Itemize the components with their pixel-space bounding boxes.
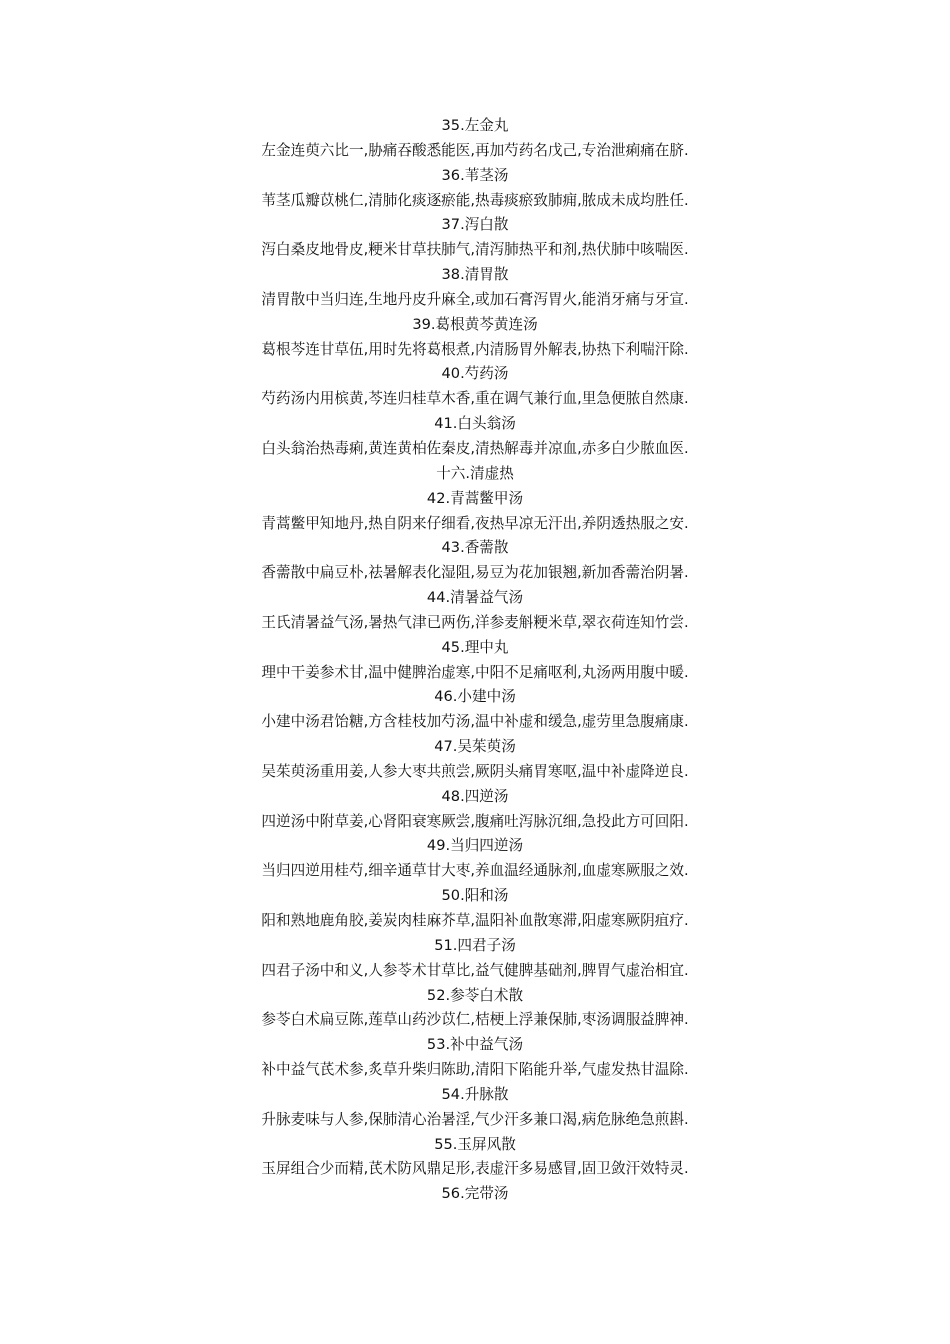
formula-title: 56.完带汤 (441, 1185, 509, 1203)
formula-verse: 王氏清暑益气汤,暑热气津已两伤,洋参麦斛粳米草,翠衣荷连知竹尝. (261, 613, 689, 631)
formula-verse: 清胃散中当归连,生地丹皮升麻全,或加石膏泻胃火,能消牙痛与牙宣. (261, 290, 689, 308)
formula-title: 39.葛根黄芩黄连汤 (412, 315, 538, 333)
document-page (0, 114, 950, 1207)
formula-verse: 白头翁治热毒痢,黄连黄柏佐秦皮,清热解毒并凉血,赤多白少脓血医. (261, 439, 689, 457)
formula-verse: 当归四逆用桂芍,细辛通草甘大枣,养血温经通脉剂,血虚寒厥服之效. (261, 862, 689, 880)
formula-title: 48.四逆汤 (441, 787, 509, 805)
formula-verse: 小建中汤君饴糖,方含桂枝加芍汤,温中补虚和缓急,虚劳里急腹痛康. (261, 713, 689, 731)
formula-title: 37.泻白散 (441, 216, 509, 234)
formula-title: 55.玉屏风散 (434, 1135, 516, 1153)
formula-verse: 参苓白术扁豆陈,莲草山药沙苡仁,桔梗上浮兼保肺,枣汤调服益脾神. (261, 1011, 689, 1029)
formula-verse: 阳和熟地鹿角胶,姜炭肉桂麻芥草,温阳补血散寒滞,阳虚寒厥阴疽疗. (261, 912, 689, 929)
formula-title: 47.吴茱萸汤 (434, 738, 516, 756)
formula-title: 51.四君子汤 (434, 936, 516, 954)
formula-verse: 葛根芩连甘草伍,用时先将葛根煮,内清肠胃外解表,协热下利喘汗除. (261, 340, 689, 358)
formula-verse: 泻白桑皮地骨皮,粳米甘草扶肺气,清泻肺热平和剂,热伏肺中咳喘医. (261, 241, 689, 259)
formula-title: 38.清胃散 (441, 266, 509, 284)
formula-title: 45.理中丸 (441, 638, 509, 656)
formula-title: 43.香薷散 (441, 539, 509, 557)
formula-verse: 芍药汤内用槟黄,芩连归桂草木香,重在调气兼行血,里急便脓自然康. (261, 390, 689, 408)
formula-verse: 四逆汤中附草姜,心肾阳衰寒厥尝,腹痛吐泻脉沉细,急投此方可回阳. (261, 812, 689, 830)
formula-verse: 补中益气芪术参,炙草升柴归陈助,清阳下陷能升举,气虚发热甘温除. (261, 1061, 689, 1079)
formula-title: 52.参苓白术散 (426, 986, 524, 1004)
formula-title: 54.升脉散 (441, 1085, 509, 1103)
formula-title: 十六.清虚热 (436, 464, 514, 482)
formula-verse: 玉屏组合少而精,芪术防风鼎足形,表虚汗多易感冒,固卫敛汗效特灵. (261, 1160, 689, 1178)
formula-verse: 四君子汤中和义,人参苓术甘草比,益气健脾基础剂,脾胃气虚治相宜. (261, 961, 689, 979)
formula-verse: 理中干姜参术甘,温中健脾治虚寒,中阳不足痛呕利,丸汤两用腹中暖. (261, 663, 689, 681)
formula-verse: 香薷散中扁豆朴,祛暑解表化湿阻,易豆为花加银翘,新加香薷治阴暑. (261, 564, 689, 582)
formula-verse: 青蒿鳖甲知地丹,热自阴来仔细看,夜热早凉无汗出,养阴透热服之安. (261, 514, 689, 532)
formula-verse: 左金连萸六比一,胁痛吞酸悉能医,再加芍药名戊己,专治泄痢痛在脐. (261, 141, 689, 159)
formula-title: 50.阳和汤 (441, 887, 509, 905)
formula-title: 49.当归四逆汤 (426, 837, 524, 855)
formula-verse: 苇茎瓜瓣苡桃仁,清肺化痰逐瘀能,热毒痰瘀致肺痈,脓成未成均胜任. (261, 191, 689, 209)
formula-title: 41.白头翁汤 (434, 415, 516, 433)
formula-title: 36.苇茎汤 (441, 166, 509, 184)
formula-title: 53.补中益气汤 (426, 1036, 524, 1054)
formula-title: 46.小建中汤 (434, 688, 516, 706)
formula-title: 44.清暑益气汤 (426, 589, 524, 607)
formula-verse: 升脉麦味与人参,保肺清心治暑淫,气少汗多兼口渴,病危脉绝急煎斟. (261, 1110, 689, 1128)
formula-title: 35.左金丸 (441, 117, 509, 134)
formula-title: 40.芍药汤 (441, 365, 509, 383)
formula-verse: 吴茱萸汤重用姜,人参大枣共煎尝,厥阴头痛胃寒呕,温中补虚降逆良. (261, 762, 689, 780)
formula-title: 42.青蒿鳖甲汤 (426, 489, 524, 507)
